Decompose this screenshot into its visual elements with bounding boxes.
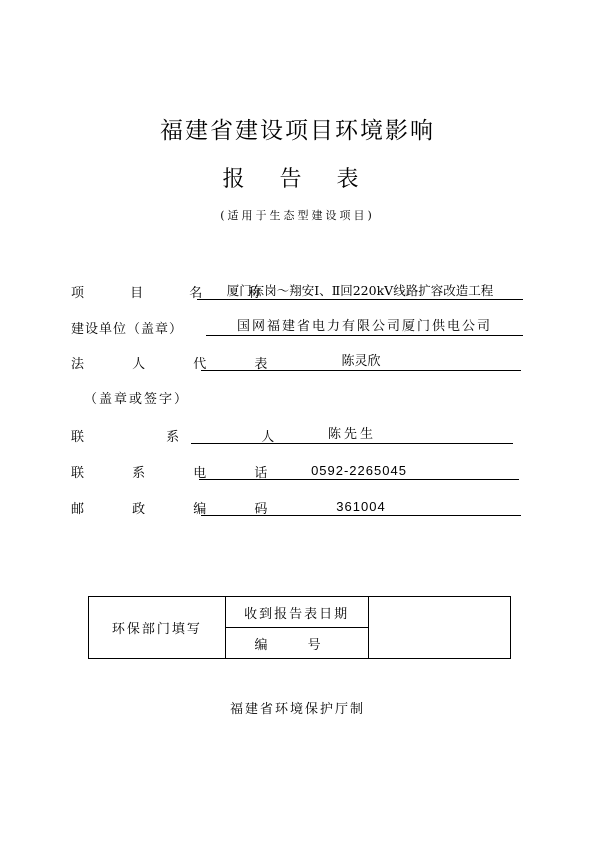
- env-dept-box: [88, 596, 511, 659]
- field-project-name-value: 厦门东岗～翔安Ⅰ、Ⅱ回220kV线路扩容改造工程: [197, 282, 523, 300]
- field-legal-rep-label: 法 人 代 表: [71, 357, 290, 372]
- field-phone-label: 联 系 电 话: [71, 466, 290, 481]
- field-postcode-value: 361004: [201, 498, 521, 516]
- field-contact-label: 联 系 人: [71, 430, 314, 445]
- field-legal-rep-value: 陈灵欣: [201, 353, 521, 371]
- report-title: 福建省建设项目环境影响: [160, 118, 435, 144]
- seal-note: （盖章或签字）: [84, 392, 190, 407]
- env-dept-label: 环保部门填写: [89, 597, 226, 659]
- field-unit-value: 国网福建省电力有限公司厦门供电公司: [206, 318, 523, 336]
- serial-label: 编 号: [225, 628, 368, 659]
- report-subtitle: (适用于生态型建设项目): [220, 209, 375, 222]
- field-unit-label: 建设单位（盖章）: [71, 322, 184, 337]
- received-date-blank[interactable]: [368, 597, 511, 659]
- received-date-label: 收到报告表日期: [225, 597, 368, 628]
- field-postcode-label: 邮 政 编 码: [71, 502, 290, 517]
- field-project-name-label: 项 目 名 称: [71, 286, 283, 301]
- report-doc-type: 报 告 表: [222, 167, 373, 192]
- footer-issuer: 福建省环境保护厅制: [229, 702, 365, 717]
- field-phone-value: 0592-2265045: [199, 462, 519, 480]
- field-contact-value: 陈先生: [191, 426, 513, 444]
